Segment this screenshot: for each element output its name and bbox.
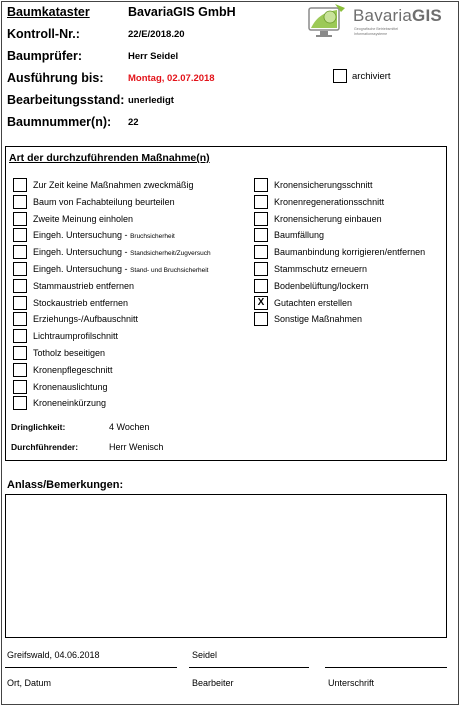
measure-checkbox[interactable]: X	[254, 296, 268, 310]
signature-label: Unterschrift	[328, 678, 375, 688]
header-label: Ausführung bis:	[7, 71, 104, 85]
header-label: Baumprüfer:	[7, 49, 83, 63]
measure-label-main: Kronenpflegeschnitt	[33, 364, 113, 375]
measure-label	[33, 348, 105, 358]
measure-checkbox[interactable]	[13, 296, 27, 310]
measure-label-main: Stammschutz erneuern	[274, 264, 368, 274]
measure-label	[33, 214, 133, 224]
measure-label-main: Kronenregenerationsschnitt	[274, 196, 385, 207]
measure-label-detail: Bruchsicherheit	[130, 233, 175, 241]
measure-checkbox[interactable]	[13, 279, 27, 293]
measure-label	[33, 247, 211, 257]
urgency-label: Dringlichkeit:	[11, 422, 66, 432]
logo-tagline: Geografische Betriebsmittel Informationssysteme	[354, 27, 399, 36]
measure-checkbox[interactable]	[13, 363, 27, 377]
measure-label	[33, 197, 175, 207]
measure-label-detail: Standsicherheit/Zugversuch	[130, 250, 211, 258]
remarks-title: Anlass/Bemerkungen:	[7, 479, 124, 491]
measure-label	[33, 331, 118, 341]
measure-checkbox[interactable]	[254, 245, 268, 259]
measure-label-main: Eingeh. Untersuchung -	[33, 247, 131, 258]
measure-label-main: Baumfällung	[274, 230, 325, 241]
measure-label	[274, 298, 352, 308]
measure-checkbox[interactable]	[254, 312, 268, 326]
measure-label-main: Kronenauslichtung	[33, 381, 108, 392]
logo-wordmark	[353, 6, 442, 26]
measure-label-main: Stammaustrieb entfernen	[33, 280, 135, 291]
measure-label	[33, 314, 138, 324]
measure-label	[274, 314, 362, 324]
measure-checkbox[interactable]	[254, 279, 268, 293]
editor-label: Bearbeiter	[192, 678, 234, 688]
measure-label-main: Kronensicherung einbauen	[274, 213, 382, 224]
remarks-textarea[interactable]	[5, 494, 447, 638]
header-value: Montag, 02.07.2018	[128, 73, 215, 84]
measure-label	[33, 382, 108, 392]
measure-label	[33, 264, 208, 274]
measure-label	[274, 281, 369, 291]
editor-value: Seidel	[192, 650, 218, 660]
measure-label-main: Kroneneinkürzung	[33, 398, 107, 409]
measure-label	[274, 180, 373, 190]
measure-checkbox[interactable]	[13, 312, 27, 326]
executor-label: Durchführender:	[11, 442, 79, 452]
logo-brand-b: GIS	[412, 6, 442, 25]
measure-checkbox[interactable]	[13, 178, 27, 192]
archived-label: archiviert	[352, 71, 391, 82]
signature-line	[325, 667, 447, 668]
measure-checkbox[interactable]	[254, 212, 268, 226]
measure-label-main: Kronensicherungsschnitt	[274, 180, 373, 190]
header-value: 22/E/2018.20	[128, 29, 185, 40]
measure-label-main: Baumanbindung korrigieren/entfernen	[274, 247, 426, 258]
measure-label-main: Erziehungs-/Aufbauschnitt	[33, 314, 139, 325]
measure-label	[33, 398, 106, 408]
measure-label-detail: Stand- und Bruchsicherheit	[130, 267, 209, 274]
measure-label-main: Bodenbelüftung/lockern	[274, 280, 369, 291]
measure-label-main: Eingeh. Untersuchung -	[33, 230, 131, 241]
measure-label-main: Totholz beseitigen	[33, 348, 106, 358]
editor-line	[189, 667, 309, 668]
logo-brand-a: Bavaria	[353, 6, 413, 25]
measure-checkbox[interactable]	[13, 380, 27, 394]
measure-checkbox[interactable]	[13, 228, 27, 242]
measure-label-main: Zur Zeit keine Maßnahmen zweckmäßig	[33, 180, 194, 190]
measure-checkbox[interactable]	[254, 195, 268, 209]
measure-label	[274, 230, 324, 240]
measure-checkbox[interactable]	[13, 195, 27, 209]
measure-checkbox[interactable]	[254, 228, 268, 242]
measure-checkbox[interactable]	[13, 329, 27, 343]
measure-label	[33, 281, 134, 291]
measure-checkbox[interactable]	[13, 262, 27, 276]
measure-label-main: Eingeh. Untersuchung -	[33, 264, 131, 274]
measure-label	[274, 247, 425, 257]
measure-label	[33, 298, 128, 308]
logo-monitor-icon	[305, 2, 351, 42]
measure-label	[33, 365, 113, 375]
measure-label-main: Baum von Fachabteilung beurteilen	[33, 196, 175, 207]
place-date-label: Ort, Datum	[7, 678, 52, 688]
measure-label	[274, 197, 384, 207]
header-value: 22	[128, 117, 139, 128]
measure-checkbox[interactable]	[254, 178, 268, 192]
measures-title: Art der durchzuführenden Maßnahme(n)	[9, 152, 210, 164]
measure-label-main: Gutachten erstellen	[274, 297, 353, 308]
measure-checkbox[interactable]	[13, 212, 27, 226]
company-name: BavariaGIS GmbH	[128, 5, 236, 19]
measure-checkbox[interactable]	[254, 262, 268, 276]
form-title: Baumkataster	[7, 5, 90, 19]
place-date-line	[5, 667, 177, 668]
header-value: Herr Seidel	[128, 51, 179, 62]
measure-checkbox[interactable]	[13, 245, 27, 259]
measure-checkbox[interactable]	[13, 396, 27, 410]
measure-checkbox[interactable]	[13, 346, 27, 360]
measure-label-main: Lichtraumprofilschnitt	[33, 331, 119, 342]
measure-label-main: Sonstige Maßnahmen	[274, 314, 363, 325]
bavariagis-logo	[305, 2, 455, 42]
measure-label	[274, 214, 382, 224]
measure-label-main: Zweite Meinung einholen	[33, 213, 134, 224]
measure-label-main: Stockaustrieb entfernen	[33, 297, 129, 308]
urgency-value: 4 Wochen	[109, 422, 150, 432]
header-label: Bearbeitungsstand:	[7, 93, 125, 107]
header-value: unerledigt	[128, 95, 174, 106]
place-date-value: Greifswald, 04.06.2018	[7, 650, 100, 660]
archived-checkbox[interactable]	[333, 69, 347, 83]
header-label: Kontroll-Nr.:	[7, 27, 80, 41]
measure-label	[33, 230, 175, 240]
executor-value: Herr Wenisch	[109, 442, 164, 452]
header-label: Baumnummer(n):	[7, 115, 112, 129]
measure-label	[274, 264, 367, 274]
measure-label	[33, 180, 194, 190]
